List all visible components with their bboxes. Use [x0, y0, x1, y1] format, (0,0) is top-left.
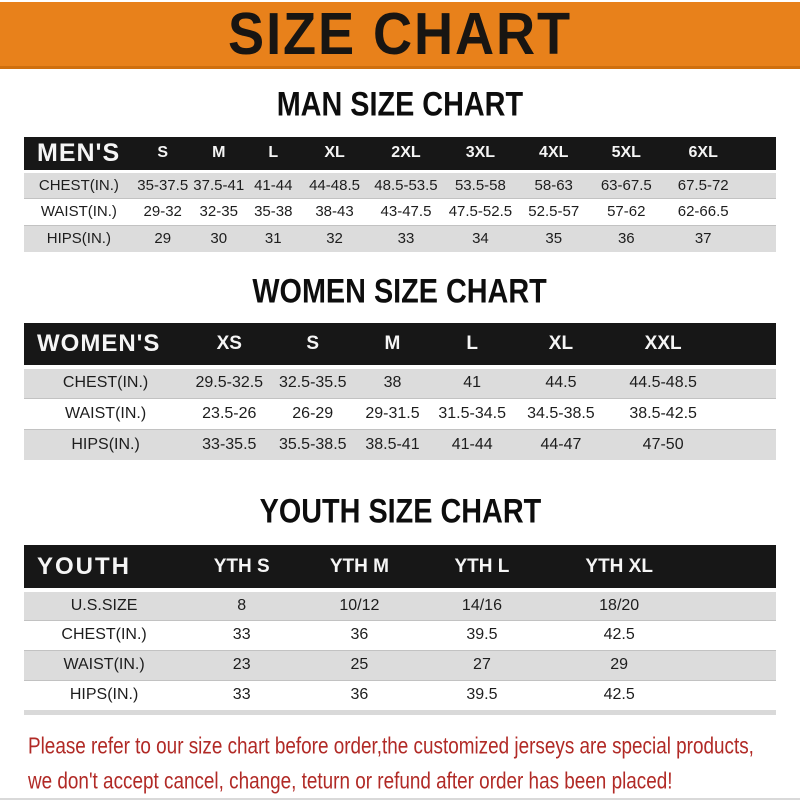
- size-value-cell: 29-32: [134, 198, 192, 225]
- table-row: [24, 225, 776, 252]
- size-value-cell: 39.5: [420, 680, 545, 710]
- disclaimer-line-1: Please refer to our size chart before order,the customized jerseys are special products,: [28, 732, 754, 759]
- size-value-cell: 35: [517, 225, 590, 252]
- size-value-cell: 8: [184, 590, 299, 620]
- size-column-header: M: [354, 323, 431, 367]
- table-row: [24, 398, 776, 429]
- size-value-cell: 43-47.5: [368, 198, 443, 225]
- size-value-cell: 67.5-72: [662, 171, 776, 198]
- size-value-cell: 37: [662, 225, 776, 252]
- size-value-cell: 58-63: [517, 171, 590, 198]
- size-value-cell: 62-66.5: [662, 198, 776, 225]
- size-value-cell: 63-67.5: [590, 171, 662, 198]
- size-column-header: XS: [187, 323, 271, 367]
- size-value-cell: 36: [590, 225, 662, 252]
- row-label: WAIST(IN.): [24, 398, 187, 429]
- banner-title: SIZE CHART: [228, 0, 572, 68]
- size-value-cell: 37.5-41: [192, 171, 246, 198]
- row-label: WAIST(IN.): [24, 198, 134, 225]
- disclaimer-line-2: we don't accept cancel, change, teturn or refund after order has been placed!: [28, 767, 673, 794]
- size-value-cell: 14/16: [420, 590, 545, 620]
- youth-table: [24, 545, 776, 710]
- size-column-header: XL: [514, 323, 609, 367]
- size-value-cell: 48.5-53.5: [368, 171, 443, 198]
- size-column-header: S: [134, 137, 192, 171]
- size-value-cell: 42.5: [544, 680, 776, 710]
- women-table: [24, 323, 776, 460]
- size-column-header: YTH M: [299, 545, 419, 590]
- women-size-table: [24, 323, 776, 460]
- size-value-cell: 10/12: [299, 590, 419, 620]
- size-value-cell: 36: [299, 620, 419, 650]
- size-value-cell: 26-29: [271, 398, 354, 429]
- size-value-cell: 44-47: [514, 429, 609, 460]
- table-header-label: YOUTH: [24, 545, 184, 590]
- table-row: [24, 620, 776, 650]
- youth-size-table: [24, 545, 776, 710]
- size-value-cell: 18/20: [544, 590, 776, 620]
- size-column-header: XXL: [608, 323, 776, 367]
- size-value-cell: 33-35.5: [187, 429, 271, 460]
- table-row: [24, 650, 776, 680]
- size-column-header: 4XL: [517, 137, 590, 171]
- size-value-cell: 41: [431, 367, 514, 398]
- youth-section-heading: [0, 493, 800, 530]
- size-value-cell: 44.5-48.5: [608, 367, 776, 398]
- women-section-heading-text: WOMEN SIZE CHART: [252, 271, 548, 311]
- table-header-row: [24, 323, 776, 367]
- size-value-cell: 23: [184, 650, 299, 680]
- size-value-cell: 41-44: [246, 171, 301, 198]
- size-column-header: 6XL: [662, 137, 776, 171]
- disclaimer: [28, 730, 800, 800]
- size-column-header: 3XL: [444, 137, 518, 171]
- table-header-row: [24, 137, 776, 171]
- size-value-cell: 34: [444, 225, 518, 252]
- row-label: HIPS(IN.): [24, 429, 187, 460]
- size-value-cell: 33: [184, 680, 299, 710]
- size-value-cell: 29-31.5: [354, 398, 431, 429]
- size-chart-banner: [0, 2, 800, 69]
- size-value-cell: 34.5-38.5: [514, 398, 609, 429]
- table-header-row: [24, 545, 776, 590]
- size-value-cell: 32-35: [192, 198, 246, 225]
- table-row: [24, 171, 776, 198]
- row-label: CHEST(IN.): [24, 620, 184, 650]
- size-value-cell: 47-50: [608, 429, 776, 460]
- size-value-cell: 38: [354, 367, 431, 398]
- size-value-cell: 27: [420, 650, 545, 680]
- size-value-cell: 44-48.5: [301, 171, 369, 198]
- size-value-cell: 52.5-57: [517, 198, 590, 225]
- row-label: WAIST(IN.): [24, 650, 184, 680]
- man-section-heading-text: MAN SIZE CHART: [276, 84, 524, 124]
- size-value-cell: 44.5: [514, 367, 609, 398]
- size-value-cell: 32.5-35.5: [271, 367, 354, 398]
- table-header-label: WOMEN'S: [24, 323, 187, 367]
- row-label: CHEST(IN.): [24, 367, 187, 398]
- size-column-header: YTH S: [184, 545, 299, 590]
- row-label: U.S.SIZE: [24, 590, 184, 620]
- size-value-cell: 42.5: [544, 620, 776, 650]
- size-value-cell: 23.5-26: [187, 398, 271, 429]
- row-label: CHEST(IN.): [24, 171, 134, 198]
- size-value-cell: 47.5-52.5: [444, 198, 518, 225]
- size-value-cell: 25: [299, 650, 419, 680]
- row-label: HIPS(IN.): [24, 680, 184, 710]
- size-column-header: S: [271, 323, 354, 367]
- men-size-table: [24, 137, 776, 252]
- man-section-heading: [0, 86, 800, 123]
- size-column-header: YTH XL: [544, 545, 776, 590]
- size-value-cell: 33: [368, 225, 443, 252]
- size-column-header: XL: [301, 137, 369, 171]
- table-row: [24, 429, 776, 460]
- size-value-cell: 33: [184, 620, 299, 650]
- size-value-cell: 31: [246, 225, 301, 252]
- size-value-cell: 39.5: [420, 620, 545, 650]
- size-column-header: M: [192, 137, 246, 171]
- size-value-cell: 35-37.5: [134, 171, 192, 198]
- size-value-cell: 30: [192, 225, 246, 252]
- size-column-header: 2XL: [368, 137, 443, 171]
- size-column-header: YTH L: [420, 545, 545, 590]
- table-row: [24, 198, 776, 225]
- men-table: [24, 137, 776, 252]
- size-value-cell: 41-44: [431, 429, 514, 460]
- women-section-heading: [0, 273, 800, 310]
- table-header-label: MEN'S: [24, 137, 134, 171]
- size-value-cell: 35-38: [246, 198, 301, 225]
- table-row: [24, 680, 776, 710]
- size-value-cell: 29.5-32.5: [187, 367, 271, 398]
- size-value-cell: 38.5-42.5: [608, 398, 776, 429]
- size-value-cell: 29: [134, 225, 192, 252]
- size-value-cell: 31.5-34.5: [431, 398, 514, 429]
- table-row: [24, 367, 776, 398]
- size-value-cell: 35.5-38.5: [271, 429, 354, 460]
- size-value-cell: 57-62: [590, 198, 662, 225]
- size-value-cell: 36: [299, 680, 419, 710]
- youth-section-heading-text: YOUTH SIZE CHART: [259, 491, 541, 531]
- youth-table-bottom-strip: [24, 710, 776, 715]
- size-value-cell: 38.5-41: [354, 429, 431, 460]
- size-value-cell: 29: [544, 650, 776, 680]
- size-column-header: 5XL: [590, 137, 662, 171]
- size-value-cell: 32: [301, 225, 369, 252]
- row-label: HIPS(IN.): [24, 225, 134, 252]
- table-row: [24, 590, 776, 620]
- size-column-header: L: [246, 137, 301, 171]
- size-column-header: L: [431, 323, 514, 367]
- size-value-cell: 53.5-58: [444, 171, 518, 198]
- size-value-cell: 38-43: [301, 198, 369, 225]
